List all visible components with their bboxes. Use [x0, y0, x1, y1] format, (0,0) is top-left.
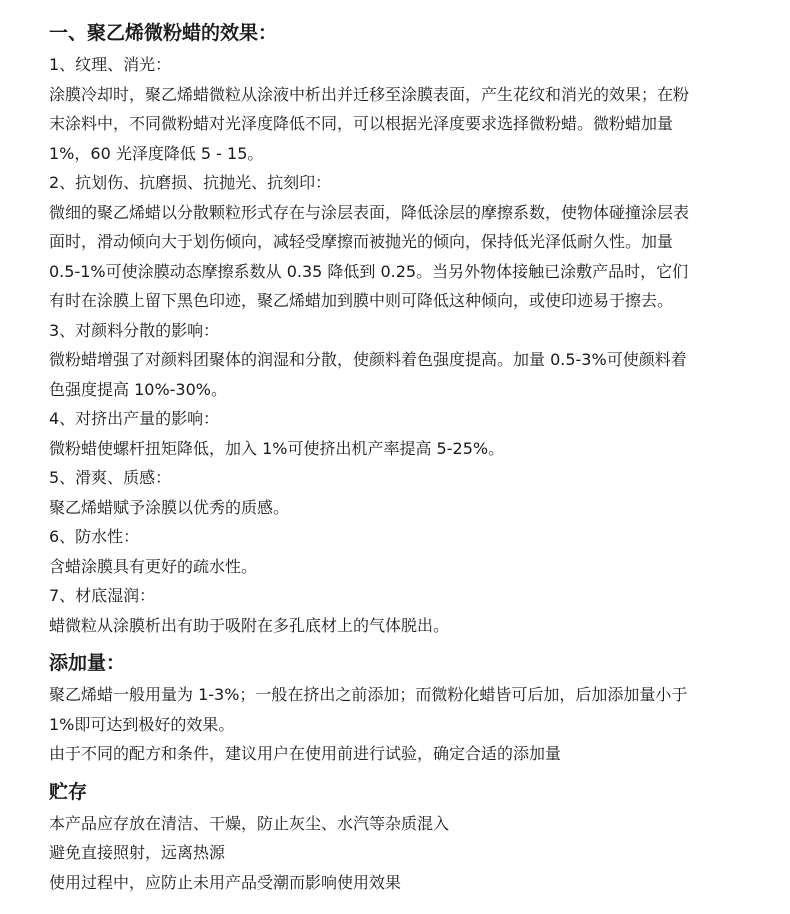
effect-item: [49, 522, 756, 581]
effect-text-line: 涂膜冷却时，聚乙烯蜡微粒从涂液中析出并迁移至涂膜表面，产生花纹和消光的效果；在粉: [49, 84, 690, 104]
effect-text-line: 末涂料中，不同微粉蜡对光泽度降低不同，可以根据光泽度要求选择微粉蜡。微粉蜡加量: [49, 114, 674, 133]
effect-item: [49, 581, 756, 640]
effect-text-line: 色强度提高 10%-30%。: [49, 379, 227, 399]
effect-title: 3、对颜料分散的影响：: [49, 320, 220, 340]
dosage-text-line: 1%即可达到极好的效果。: [49, 714, 235, 734]
main-heading: 一、聚乙烯微粉蜡的效果：: [49, 22, 278, 44]
effect-title: 1、纹理、消光：: [49, 55, 172, 74]
effect-text-line: 有时在涂膜上留下黑色印迹，聚乙烯蜡加到膜中则可降低这种倾向，或使印迹易于擦去。: [49, 291, 674, 310]
storage-section: [49, 775, 756, 898]
storage-text-line: 使用过程中，应防止未用产品受潮而影响使用效果: [49, 872, 402, 892]
dosage-section: [49, 646, 756, 769]
effect-title: 2、抗划伤、抗磨损、抗抛光、抗刻印：: [49, 173, 332, 192]
effect-title: 5、滑爽、质感：: [49, 468, 172, 487]
effect-item: [49, 463, 756, 522]
effect-text-line: 1%，60 光泽度降低 5 - 15。: [49, 143, 264, 163]
storage-text-line: 避免直接照射，远离热源: [49, 843, 226, 862]
effect-text-line: 面时，滑动倾向大于划伤倾向，减轻受摩擦而被抛光的倾向，保持低光泽低耐久性。加量: [49, 232, 674, 251]
storage-heading: 贮存: [49, 780, 88, 803]
effect-item: [49, 50, 756, 168]
effect-text-line: 微粉蜡使螺杆扭矩降低，加入 1%可使挤出机产率提高 5-25%。: [49, 438, 505, 458]
effect-text-line: 蜡微粒从涂膜析出有助于吸附在多孔底材上的气体脱出。: [49, 615, 450, 635]
effects-section: [49, 50, 756, 640]
effect-title: 7、材底湿润：: [49, 586, 156, 605]
effect-title: 6、防水性：: [49, 527, 140, 546]
effect-item: [49, 316, 756, 405]
effect-text-line: 含蜡涂膜具有更好的疏水性。: [49, 556, 258, 576]
dosage-text-line: 聚乙烯蜡一般用量为 1-3%；一般在挤出之前添加；而微粉化蜡皆可后加，后加添加量小于: [49, 685, 688, 704]
effect-text-line: 0.5-1%可使涂膜动态摩擦系数从 0.35 降低到 0.25。当另外物体接触已涂敷产品时，它们: [49, 261, 689, 281]
effect-item: [49, 404, 756, 463]
effect-item: [49, 168, 756, 316]
effect-text-line: 微粉蜡增强了对颜料团聚体的润湿和分散，使颜料着色强度提高。加量 0.5-3%可使颜料着: [49, 350, 687, 369]
effect-text-line: 微细的聚乙烯蜡以分散颗粒形式存在与涂层表面，降低涂层的摩擦系数，使物体碰撞涂层表: [49, 202, 690, 222]
storage-text-line: 本产品应存放在清洁、干燥，防止灰尘、水汽等杂质混入: [49, 813, 450, 833]
effect-text-line: 聚乙烯蜡赋予涂膜以优秀的质感。: [49, 497, 290, 517]
effect-title: 4、对挤出产量的影响：: [49, 409, 220, 428]
dosage-heading: 添加量：: [49, 652, 126, 674]
dosage-text-line: 由于不同的配方和条件，建议用户在使用前进行试验，确定合适的添加量: [49, 744, 562, 763]
